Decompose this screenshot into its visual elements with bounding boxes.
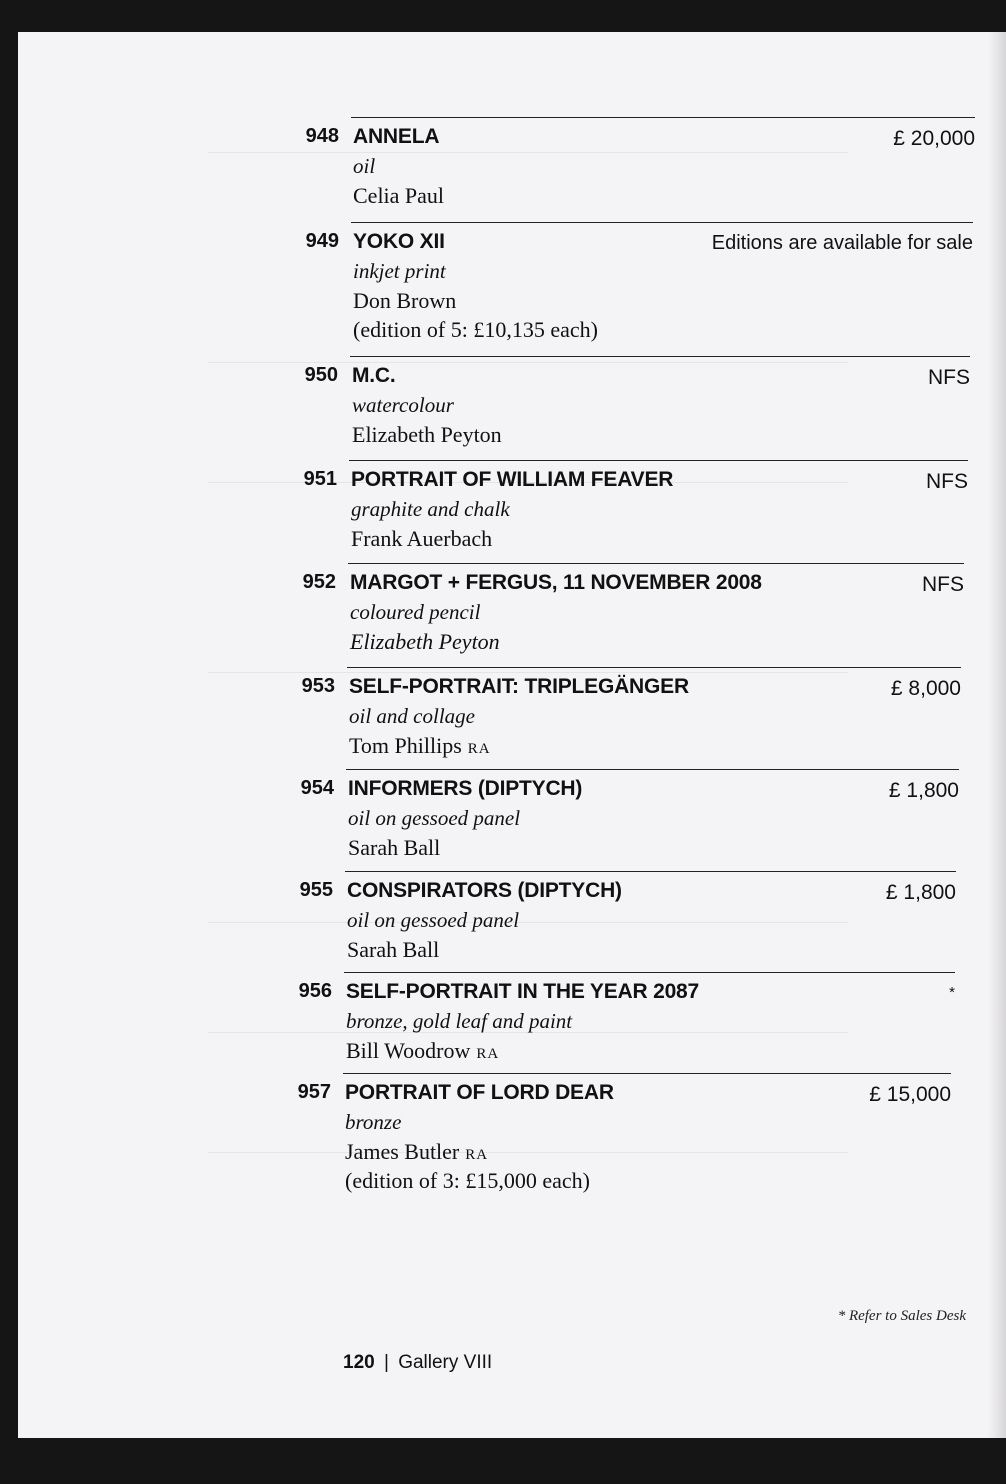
entry-price: *: [949, 984, 955, 1001]
entry-divider: [351, 222, 973, 223]
footer-separator: |: [383, 1352, 389, 1373]
entry-divider: [344, 972, 955, 973]
entry-divider: [348, 563, 964, 564]
catalogue-entry: [301, 667, 961, 771]
ra-designation: RA: [476, 1046, 500, 1062]
catalogue-entry: [304, 356, 970, 460]
entry-divider: [345, 871, 956, 872]
catalogue-entry: [302, 563, 964, 667]
entry-artist: Elizabeth Peyton: [352, 422, 502, 447]
entry-title: PORTRAIT OF LORD DEAR: [345, 1081, 614, 1104]
artist-name: Bill Woodrow: [346, 1038, 471, 1063]
entry-artist: Frank Auerbach: [351, 526, 493, 551]
entry-medium: oil: [353, 154, 376, 178]
entry-number: 956: [298, 980, 332, 1002]
entry-artist: Sarah Ball: [348, 835, 441, 860]
entry-title: MARGOT + FERGUS, 11 NOVEMBER 2008: [350, 571, 762, 594]
entry-medium: coloured pencil: [350, 600, 481, 624]
catalogue-entry: [300, 769, 959, 873]
entry-price: NFS: [928, 366, 970, 389]
footnote: * Refer to Sales Desk: [837, 1308, 966, 1324]
entry-number: 948: [305, 125, 339, 147]
entry-medium: oil on gessoed panel: [347, 908, 520, 932]
entry-title: INFORMERS (DIPTYCH): [348, 777, 583, 800]
entry-artist: Don Brown: [353, 288, 457, 313]
entry-artist: Sarah Ball: [347, 937, 440, 962]
gallery-name: Gallery VIII: [398, 1352, 493, 1373]
entry-number: 953: [301, 675, 335, 697]
entry-divider: [346, 769, 959, 770]
entry-number: 954: [300, 777, 334, 799]
entry-medium: bronze: [345, 1110, 402, 1134]
entry-divider: [349, 460, 968, 461]
entry-price: £ 15,000: [869, 1083, 951, 1106]
entry-divider: [347, 667, 961, 668]
page-number: 120: [343, 1352, 375, 1373]
artist-name: Tom Phillips: [349, 733, 462, 758]
entry-title: SELF-PORTRAIT: TRIPLEGÄNGER: [349, 675, 689, 698]
entry-divider: [350, 356, 970, 357]
entry-artist: Celia Paul: [353, 183, 445, 208]
entry-title: SELF-PORTRAIT IN THE YEAR 2087: [346, 980, 700, 1003]
ra-designation: RA: [465, 1147, 489, 1163]
ra-designation: RA: [467, 741, 491, 757]
entry-medium: watercolour: [352, 393, 454, 417]
entry-artist: Elizabeth Peyton: [350, 629, 500, 654]
entry-medium: oil on gessoed panel: [348, 806, 521, 830]
entry-divider: [351, 117, 975, 118]
entry-title: M.C.: [352, 364, 396, 387]
entry-title: YOKO XII: [353, 230, 445, 253]
entry-artist: [346, 1038, 499, 1064]
entry-medium: bronze, gold leaf and paint: [346, 1009, 573, 1033]
entry-artist: [349, 733, 491, 759]
catalogue-entry: [299, 871, 956, 975]
entry-medium: oil and collage: [349, 704, 475, 728]
entry-price: £ 1,800: [888, 779, 959, 802]
entry-title: PORTRAIT OF WILLIAM FEAVER: [351, 468, 674, 491]
catalogue-entry: [305, 117, 975, 221]
entry-number: 949: [305, 230, 339, 252]
artist-name: James Butler: [345, 1139, 460, 1164]
entry-price: £ 20,000: [893, 127, 975, 150]
entry-title: ANNELA: [353, 125, 440, 148]
catalogue-entry: [298, 972, 955, 1076]
entry-price: £ 8,000: [890, 677, 961, 700]
catalogue-page: [18, 32, 1006, 1438]
entry-number: 957: [297, 1081, 331, 1103]
entry-price: NFS: [922, 573, 964, 596]
catalogue-entry: [303, 460, 968, 564]
entry-artist: [345, 1139, 488, 1165]
entry-number: 952: [302, 571, 336, 593]
entry-price: Editions are available for sale: [711, 232, 973, 254]
entry-edition: (edition of 5: £10,135 each): [353, 317, 598, 342]
entry-price: £ 1,800: [885, 881, 956, 904]
entry-title: CONSPIRATORS (DIPTYCH): [347, 879, 622, 902]
page-footer: [343, 1352, 492, 1374]
entry-number: 955: [299, 879, 333, 901]
entry-medium: inkjet print: [353, 259, 446, 283]
catalogue-entry: [297, 1073, 951, 1203]
entry-price: NFS: [926, 470, 968, 493]
entry-divider: [343, 1073, 951, 1074]
entry-number: 951: [303, 468, 337, 490]
entry-medium: graphite and chalk: [351, 497, 510, 521]
entry-edition: (edition of 3: £15,000 each): [345, 1168, 590, 1193]
catalogue-entry: [305, 222, 973, 352]
entry-number: 950: [304, 364, 338, 386]
